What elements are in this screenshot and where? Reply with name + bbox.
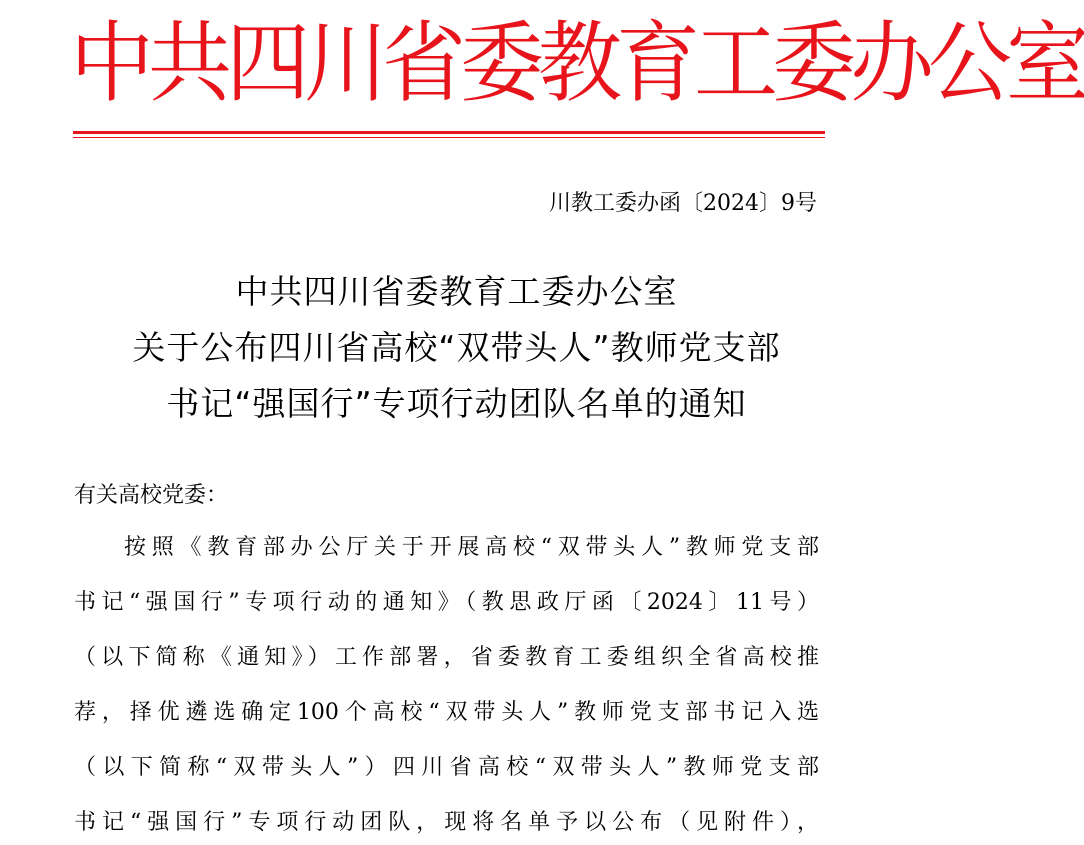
body-paragraph-line: 按照《教育部办公厅关于开展高校“双带头人”教师党支部: [124, 535, 819, 560]
title-line: 书记“强国行”专项行动团队名单的通知: [166, 384, 747, 423]
body-paragraph-line: （以下简称“双带头人”）四川省高校“双带头人”教师党支部: [74, 755, 819, 780]
document-number: 川教工委办函〔2024〕9号: [549, 191, 817, 216]
document-title: [0, 264, 913, 432]
title-line: 关于公布四川省高校“双带头人”教师党支部: [132, 328, 781, 367]
title-line: 中共四川省委教育工委办公室: [235, 272, 678, 311]
issuer-masthead: 中共四川省委教育工委办公室: [70, 11, 1084, 115]
salutation: 有关高校党委：: [74, 483, 229, 508]
body-paragraph-line: （以下简称《通知》）工作部署，省委教育工委组织全省高校推: [74, 645, 819, 670]
masthead-rule-thin: [73, 137, 825, 138]
body-paragraph-line: 荐，择优遴选确定100个高校“双带头人”教师党支部书记入选: [74, 700, 819, 725]
masthead-rule-thick: [73, 131, 825, 134]
body-paragraph-line: 书记“强国行”专项行动的通知》（教思政厅函〔2024〕11号）: [74, 590, 819, 615]
body-paragraph-line: 书记“强国行”专项行动团队，现将名单予以公布（见附件），: [74, 810, 819, 835]
